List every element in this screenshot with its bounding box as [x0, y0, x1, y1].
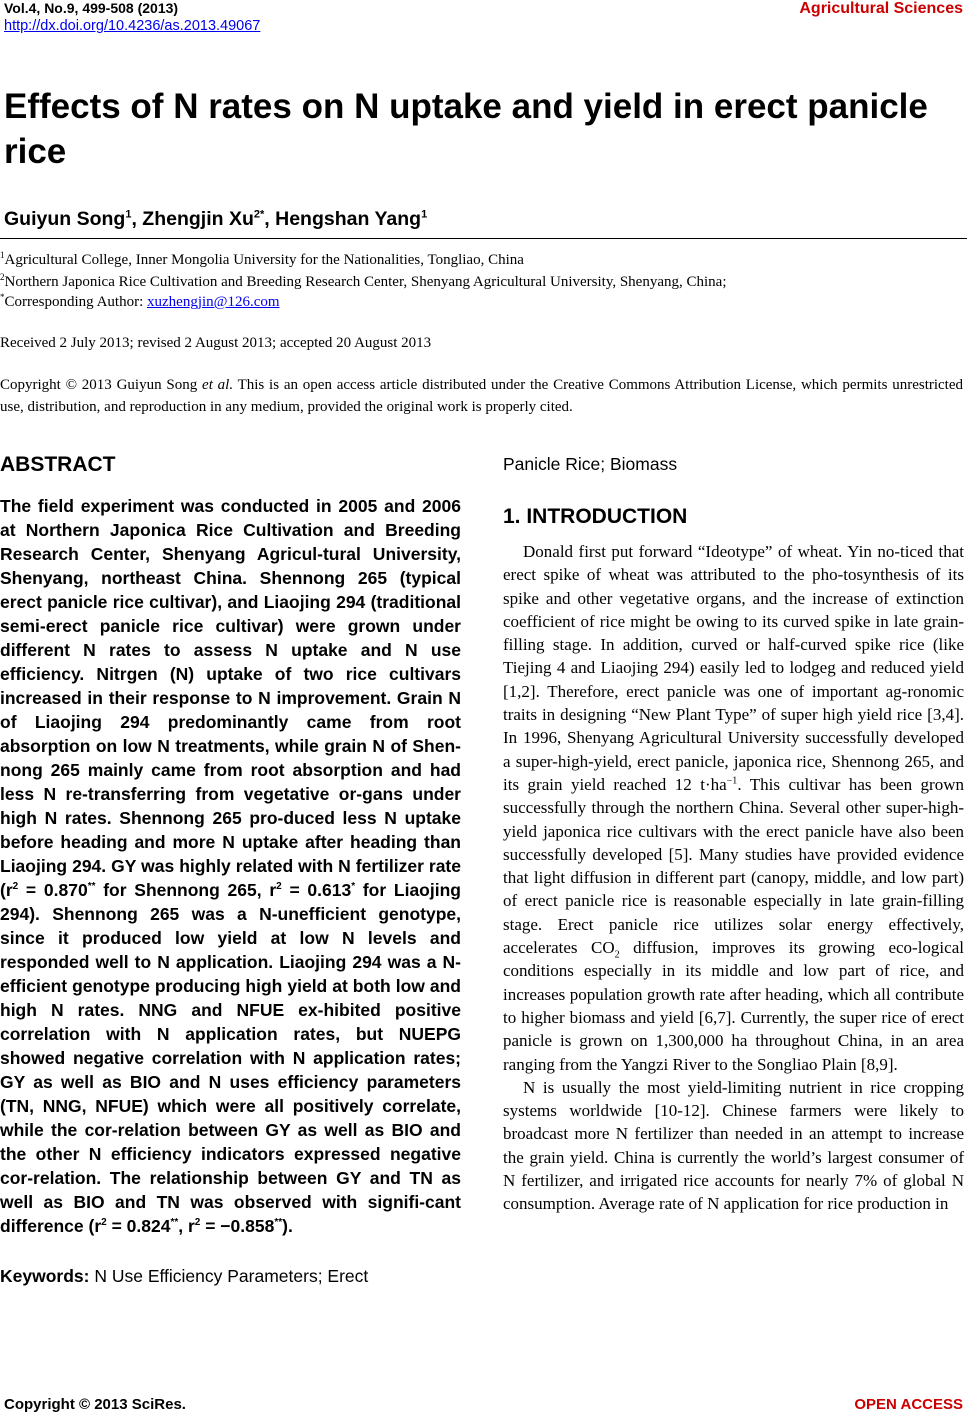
affiliation-mark: 1 [0, 250, 5, 260]
abstract-superscript: 2 [101, 1217, 107, 1229]
left-column [0, 452, 461, 1288]
footer-open-access: OPEN ACCESS [854, 1396, 963, 1413]
intro-segment: . This cultivar has been grown successfully through the northern China. Several other super-high-yield japonica rice cultivars with the erect panicle have also been successfully developed [5]. Many studies have provided evidence that light diffusion in different part (canopy, middle, and low part) of erect panicle rice is reasonable especially in late grain-filling stage. Erect panicle rice utilizes solar energy effectively, accelerates CO [503, 774, 964, 958]
abstract-segment: for Shennong 265, r [95, 880, 277, 900]
affiliation-text: Northern Japonica Rice Cultivation and Breeding Research Center, Shenyang Agricultural University, Shenyang, China; [4, 274, 727, 290]
copyright-text: Copyright © 2013 Guiyun Song [0, 377, 203, 393]
affiliation-mark: 2 [0, 272, 5, 282]
author-name: Zhengjin Xu [142, 208, 254, 230]
author-affiliation-mark: 1 [421, 208, 428, 221]
journal-name: Agricultural Sciences [799, 0, 963, 17]
abstract-segment: = 0.824 [106, 1216, 171, 1236]
abstract-text [0, 494, 461, 1238]
abstract-segment: = −0.858 [200, 1216, 275, 1236]
intro-segment: diffusion, improves its growing eco-logical conditions especially in its middle and low part of rice, and increases population growth rate after heading, which all contribute to higher biomass and yield [6,7]. Currently, the super rice of erect panicle is grown on 1,300,000 ha throughout China, in an area ranging from the Yangzi River to the Songliao Plain [8,9]. [503, 938, 964, 1074]
abstract-segment: ). [282, 1216, 293, 1236]
corresponding-label: Corresponding Author: [4, 294, 147, 310]
keywords-label: Keywords: [0, 1266, 90, 1286]
abstract-segment: , r [178, 1216, 195, 1236]
abstract-superscript: 2 [194, 1217, 201, 1229]
intro-paragraph [503, 540, 964, 1076]
intro-paragraph: N is usually the most yield-limiting nutrient in rice cropping systems worldwide [10-12]. Chinese farmers were likely to broadcast more N fertilizer than needed in an attempt to increase the grain yield. China is currently the world’s largest consumer of N fertilizer, and irrigated rice accounts for nearly 7% of global N consumption. Average rate of N application for rice production in [503, 1077, 964, 1214]
keywords [0, 1264, 461, 1288]
keywords-text: N Use Efficiency Parameters; Erect [89, 1266, 369, 1286]
author-affiliation-mark: 2* [253, 208, 265, 221]
author-separator: , [264, 208, 276, 230]
intro-subscript: 2 [614, 949, 620, 961]
paper-title: Effects of N rates on N uptake and yield in erect panicle rice [4, 87, 928, 171]
affiliation [0, 250, 524, 269]
title-divider [0, 238, 967, 239]
received-dates: Received 2 July 2013; revised 2 August 2013; accepted 20 August 2013 [0, 335, 432, 351]
author-separator: , [131, 208, 143, 230]
author-name: Guiyun Song [4, 208, 126, 230]
introduction-heading: 1. INTRODUCTION [503, 505, 688, 528]
affiliation [0, 272, 727, 291]
abstract-superscript: * [351, 881, 356, 893]
right-column [503, 452, 964, 1216]
corresponding-mark: * [0, 292, 5, 302]
abstract-superscript: ** [170, 1217, 179, 1229]
abstract-segment: The field experiment was conducted in 2005 and 2006 at Northern Japonica Rice Cultivation and Breeding Research Center, Shenyang Agricul-tural University, Shenyang, northeast China. Shennong 265 (typical erect panicle rice cultivar), and Liaojing 294 (traditional semi-erect panicle rice cultivar) were grown under different N rates to assess N uptake and N use efficiency. Nitrgen (N) uptake of two rice cultivars increased in their response to N improvement. Grain N of Liaojing 294 predominantly came from root absorption on low N treatments, while grain N of Shen-nong 265 mainly came from root absorption and had less N re-transferring from vegetative or-gans under high N rates. Shennong 265 pro-duced less N uptake before heading and more N uptake after heading than Liaojing 294. GY was highly related with N fertilizer rate (r [0, 496, 461, 900]
intro-segment: Donald first put forward “Ideotype” of wheat. Yin no-ticed that erect spike of wheat was attributed to the pho-tosynthesis of its spike and other vegetative organs, and the increase of extinction coefficient of rice might be owing to its curved spike in late grain-filling stage. In addition, curved or half-curved spike rice (like Tiejing 4 and Liaojing 294) easily led to lodgeg and reduced yield [1,2]. Therefore, erect panicle was one of important ag-ronomic traits in designing “New Plant Type” of super high yield rice [3,4]. In 1996, Shenyang Agricultural University successfully developed a super-high-yield, erect panicle, japonica rice, Shennong 265, and its grain yield reached 12 t·ha [503, 542, 964, 794]
abstract-superscript: 2 [276, 881, 282, 893]
abstract-segment: for Liaojing 294). Shennong 265 was a N-unefficient genotype, since it produced low yield at low N levels and responded well to N application. Liaojing 294 was a N-efficient genotype producing high yield at both low and high N rates. NNG and NFUE ex-hibited positive correlation with N application rates, but NUEPG showed negative correlation with N application rates; GY as well as BIO and N uses efficiency parameters (TN, NNG, NFUE) which were all positively correlate, while the cor-relation between GY as well as BIO and the other N efficiency indicators expressed negative cor-relation. The relationship between GY and TN as well as BIO and TN was observed with signifi-cant difference (r [0, 880, 461, 1236]
abstract-heading: ABSTRACT [0, 453, 116, 476]
abstract-superscript: ** [274, 1217, 283, 1229]
affiliation-text: Agricultural College, Inner Mongolia University for the Nationalities, Tongliao, China [4, 252, 524, 268]
abstract-superscript: 2 [12, 881, 19, 893]
intro-superscript: −1 [726, 775, 738, 787]
keywords-continued: Panicle Rice; Biomass [503, 454, 678, 474]
corresponding-email-link[interactable]: xuzhengjin@126.com [147, 294, 280, 310]
copyright-etal: et al. [202, 377, 234, 393]
abstract-superscript: ** [87, 881, 96, 893]
abstract-segment: = 0.613 [281, 880, 352, 900]
copyright-license-note [0, 374, 963, 418]
journal-volume-info: Vol.4, No.9, 499-508 (2013) [4, 0, 179, 16]
author-name: Hengshan Yang [275, 208, 422, 230]
author-list [4, 208, 427, 231]
doi-link[interactable]: http://dx.doi.org/10.4236/as.2013.49067 [4, 18, 261, 34]
footer-copyright: Copyright © 2013 SciRes. [4, 1396, 186, 1413]
corresponding-author [0, 292, 280, 311]
abstract-segment: = 0.870 [18, 880, 88, 900]
author-affiliation-mark: 1 [125, 208, 132, 221]
copyright-text: This is an open access article distributed under the Creative Commons Attribution License, which permits unrestricted use, distribution, and reproduction in any medium, provided the original work is properly cited. [0, 377, 964, 415]
